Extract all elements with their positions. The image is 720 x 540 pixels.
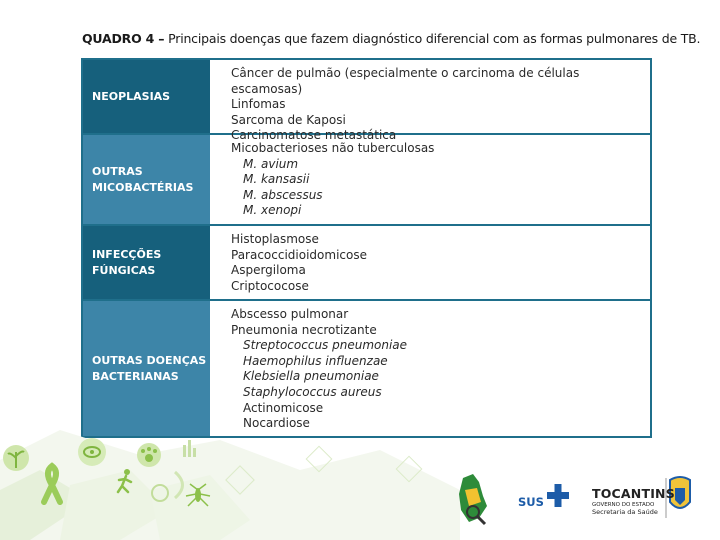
table-row [83,135,650,226]
table-item: Streptococcus pneumoniae [243,338,408,353]
table-item: Histoplasmose [231,232,319,246]
items-cell [210,226,650,299]
diagnosis-table [81,58,652,438]
category-cell: INFECÇÕES FÚNGICAS [83,226,210,299]
eye-icon [78,438,106,466]
table-item: Linfomas [231,97,286,112]
tocantins-secretaria: Secretaria da Saúde [592,508,658,516]
footer-logos [455,472,720,532]
table-item: M. avium [243,156,299,171]
category-cell: OUTRAS MICOBACTÉRIAS [83,135,210,224]
table-item: Actinomicose [243,400,324,415]
table-item: Abscesso pulmonar [231,307,349,321]
table-item: Klebsiella pneumoniae [243,369,379,384]
table-item: Nocardiose [243,416,310,431]
table-item: M. xenopi [243,203,302,218]
map-logo-icon [459,474,487,524]
table-item: Câncer de pulmão (especialmente o carcinoma de células escamosas) [231,66,580,96]
tocantins-name: TOCANTINS [592,486,675,501]
table-item: Sarcoma de Kaposi [231,112,346,127]
table-item: M. abscessus [243,187,323,202]
table-item: M. kansasii [243,172,310,187]
tocantins-logo-text [592,486,675,516]
table-item: Criptococose [231,278,309,293]
category-cell: OUTRAS DOENÇAS BACTERIANAS [83,301,210,436]
sus-label: SUS [518,495,544,509]
items-cell [210,60,650,143]
table-item: Paracoccidioidomicose [231,247,367,262]
table-item: Staphylococcus aureus [243,384,382,399]
sus-cross-icon [547,484,569,507]
tocantins-gov: GOVERNO DO ESTADO [592,502,655,508]
plant-icon [3,445,29,471]
paw-icon [137,443,161,467]
table-row [83,301,650,436]
table-row [83,60,650,143]
table-item: Micobacterioses não tuberculosas [231,141,435,155]
table-item: Pneumonia necrotizante [231,322,377,337]
table-item: Aspergiloma [231,263,306,278]
table-item: Carcinomatose metastática [231,128,397,143]
chart-icon [183,440,196,457]
category-cell: NEOPLASIAS [83,60,210,133]
items-cell [210,301,650,436]
decorative-background [0,430,460,540]
page-title [82,31,701,46]
title-rest: Principais doenças que fazem diagnóstico diferencial com as formas pulmonares de TB. [164,31,701,46]
table-item: Haemophilus influenzae [243,353,388,368]
items-cell [210,135,650,224]
table-row [83,226,650,301]
title-bold: QUADRO 4 – [82,31,165,46]
